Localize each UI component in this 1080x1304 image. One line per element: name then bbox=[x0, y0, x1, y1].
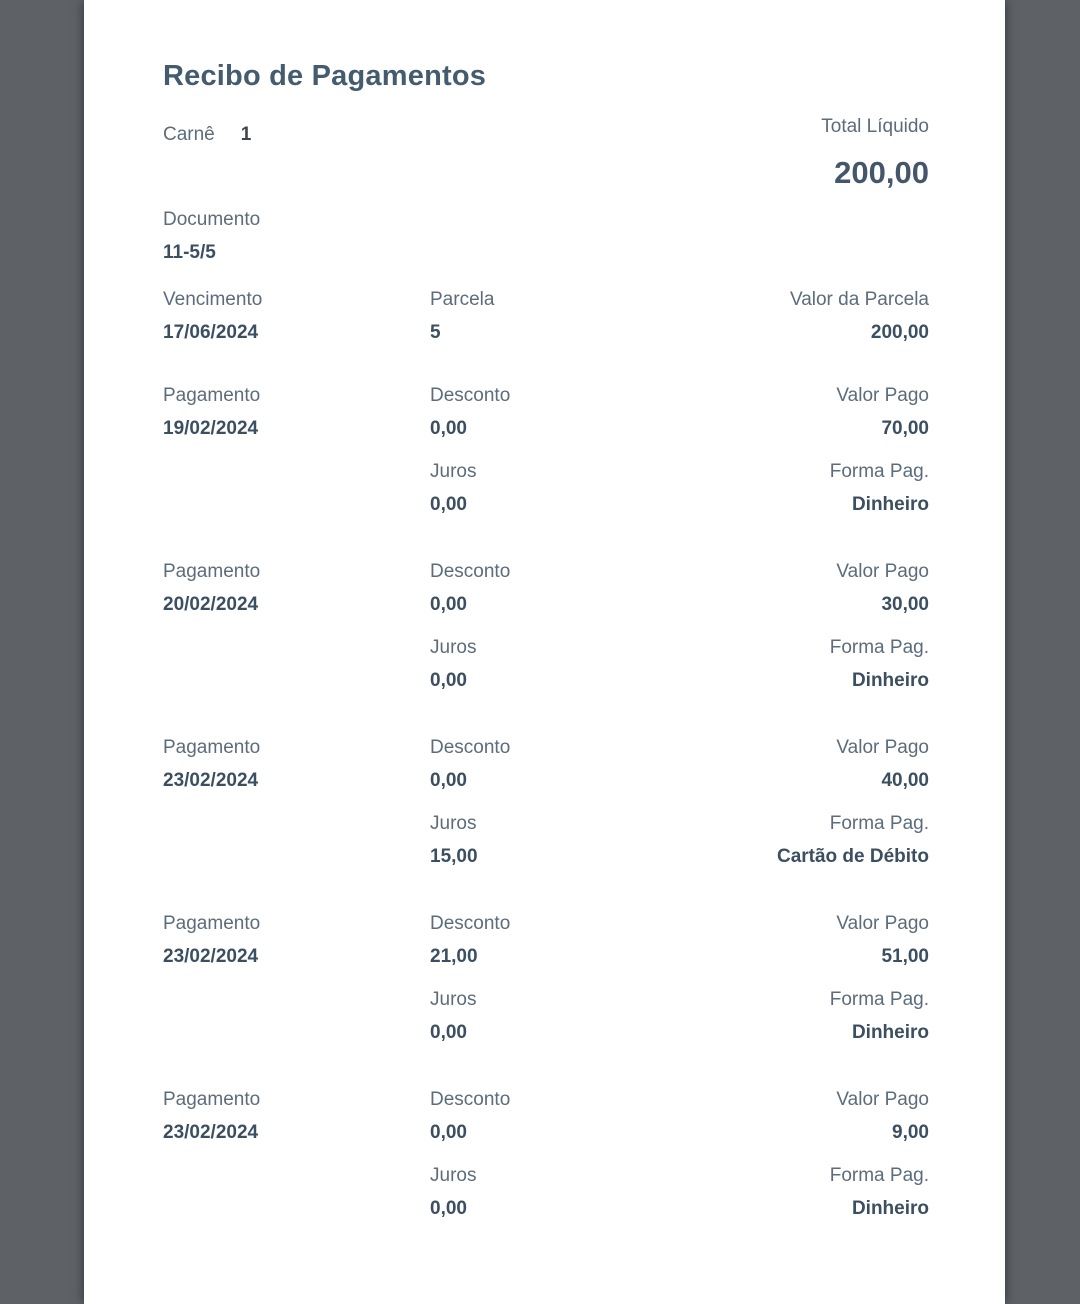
parcela-label: Parcela bbox=[430, 289, 495, 310]
desconto-label: Desconto bbox=[430, 913, 511, 934]
pagamento-label: Pagamento bbox=[163, 385, 261, 406]
desconto-label: Desconto bbox=[430, 385, 511, 406]
total-liquido-block bbox=[821, 115, 929, 192]
documento-field bbox=[163, 208, 929, 264]
pagamento-label: Pagamento bbox=[163, 737, 261, 758]
forma-pag-value: Dinheiro bbox=[851, 1198, 929, 1219]
pagamento-label: Pagamento bbox=[163, 1089, 261, 1110]
desconto-value: 0,00 bbox=[430, 418, 467, 439]
forma-pag-value: Cartão de Débito bbox=[776, 846, 929, 867]
pagamento-date: 19/02/2024 bbox=[163, 418, 259, 439]
pagamento-label: Pagamento bbox=[163, 561, 261, 582]
juros-label: Juros bbox=[430, 637, 477, 658]
valor-pago-value: 30,00 bbox=[881, 594, 929, 615]
desconto-label: Desconto bbox=[430, 737, 511, 758]
carne-field bbox=[163, 123, 251, 146]
forma-pag-label: Forma Pag. bbox=[829, 989, 929, 1010]
valor-forma-column bbox=[510, 736, 929, 868]
juros-value: 0,00 bbox=[430, 494, 467, 515]
forma-pag-label: Forma Pag. bbox=[829, 1165, 929, 1186]
pagamento-field bbox=[163, 384, 430, 440]
vencimento-field bbox=[163, 288, 430, 344]
valor-forma-column bbox=[510, 384, 929, 516]
pagamento-date: 23/02/2024 bbox=[163, 946, 259, 967]
pagamento-label: Pagamento bbox=[163, 913, 261, 934]
payment-block bbox=[163, 736, 929, 868]
forma-pag-value: Dinheiro bbox=[851, 494, 929, 515]
valor-forma-column bbox=[510, 560, 929, 692]
pagamento-date: 23/02/2024 bbox=[163, 1122, 259, 1143]
desconto-label: Desconto bbox=[430, 561, 511, 582]
forma-pag-value: Dinheiro bbox=[851, 1022, 929, 1043]
desconto-juros-column bbox=[430, 912, 510, 1044]
total-liquido-value: 200,00 bbox=[834, 155, 929, 190]
valor-pago-label: Valor Pago bbox=[836, 737, 929, 758]
forma-pag-label: Forma Pag. bbox=[829, 813, 929, 834]
desconto-label: Desconto bbox=[430, 1089, 511, 1110]
documento-label: Documento bbox=[163, 209, 261, 230]
juros-label: Juros bbox=[430, 813, 477, 834]
payment-block bbox=[163, 912, 929, 1044]
documento-value: 11-5/5 bbox=[163, 242, 216, 263]
desconto-juros-column bbox=[430, 736, 510, 868]
valor-parcela-value: 200,00 bbox=[870, 322, 929, 343]
pagamento-field bbox=[163, 1088, 430, 1144]
valor-parcela-field bbox=[494, 288, 929, 344]
page-title: Recibo de Pagamentos bbox=[163, 60, 487, 92]
carne-label: Carnê bbox=[163, 124, 215, 145]
pagamento-date: 20/02/2024 bbox=[163, 594, 259, 615]
valor-pago-value: 70,00 bbox=[881, 418, 929, 439]
desconto-value: 0,00 bbox=[430, 770, 467, 791]
desconto-value: 0,00 bbox=[430, 1122, 467, 1143]
valor-pago-label: Valor Pago bbox=[836, 561, 929, 582]
juros-label: Juros bbox=[430, 989, 477, 1010]
payment-block bbox=[163, 560, 929, 692]
installment-row bbox=[163, 288, 929, 344]
total-liquido-label: Total Líquido bbox=[821, 116, 929, 137]
forma-pag-value: Dinheiro bbox=[851, 670, 929, 691]
valor-pago-label: Valor Pago bbox=[836, 913, 929, 934]
forma-pag-label: Forma Pag. bbox=[829, 637, 929, 658]
vencimento-value: 17/06/2024 bbox=[163, 322, 259, 343]
valor-pago-value: 51,00 bbox=[881, 946, 929, 967]
payments-list bbox=[163, 384, 929, 1220]
juros-value: 15,00 bbox=[430, 846, 478, 867]
desconto-juros-column bbox=[430, 384, 510, 516]
parcela-field bbox=[430, 288, 494, 344]
desconto-value: 0,00 bbox=[430, 594, 467, 615]
pagamento-field bbox=[163, 912, 430, 968]
valor-pago-label: Valor Pago bbox=[836, 1089, 929, 1110]
forma-pag-label: Forma Pag. bbox=[829, 461, 929, 482]
payment-block bbox=[163, 384, 929, 516]
vencimento-label: Vencimento bbox=[163, 289, 263, 310]
header-row bbox=[163, 115, 929, 192]
juros-label: Juros bbox=[430, 1165, 477, 1186]
desconto-juros-column bbox=[430, 560, 510, 692]
valor-forma-column bbox=[510, 1088, 929, 1220]
desconto-value: 21,00 bbox=[430, 946, 478, 967]
valor-pago-label: Valor Pago bbox=[836, 385, 929, 406]
carne-value: 1 bbox=[240, 124, 252, 145]
juros-value: 0,00 bbox=[430, 670, 467, 691]
juros-label: Juros bbox=[430, 461, 477, 482]
desconto-juros-column bbox=[430, 1088, 510, 1220]
pagamento-field bbox=[163, 736, 430, 792]
pagamento-date: 23/02/2024 bbox=[163, 770, 259, 791]
pagamento-field bbox=[163, 560, 430, 616]
receipt-page bbox=[84, 0, 1005, 1304]
valor-pago-value: 40,00 bbox=[881, 770, 929, 791]
parcela-value: 5 bbox=[430, 322, 441, 343]
valor-parcela-label: Valor da Parcela bbox=[789, 289, 929, 310]
juros-value: 0,00 bbox=[430, 1022, 467, 1043]
valor-forma-column bbox=[510, 912, 929, 1044]
payment-block bbox=[163, 1088, 929, 1220]
juros-value: 0,00 bbox=[430, 1198, 467, 1219]
valor-pago-value: 9,00 bbox=[892, 1122, 929, 1143]
